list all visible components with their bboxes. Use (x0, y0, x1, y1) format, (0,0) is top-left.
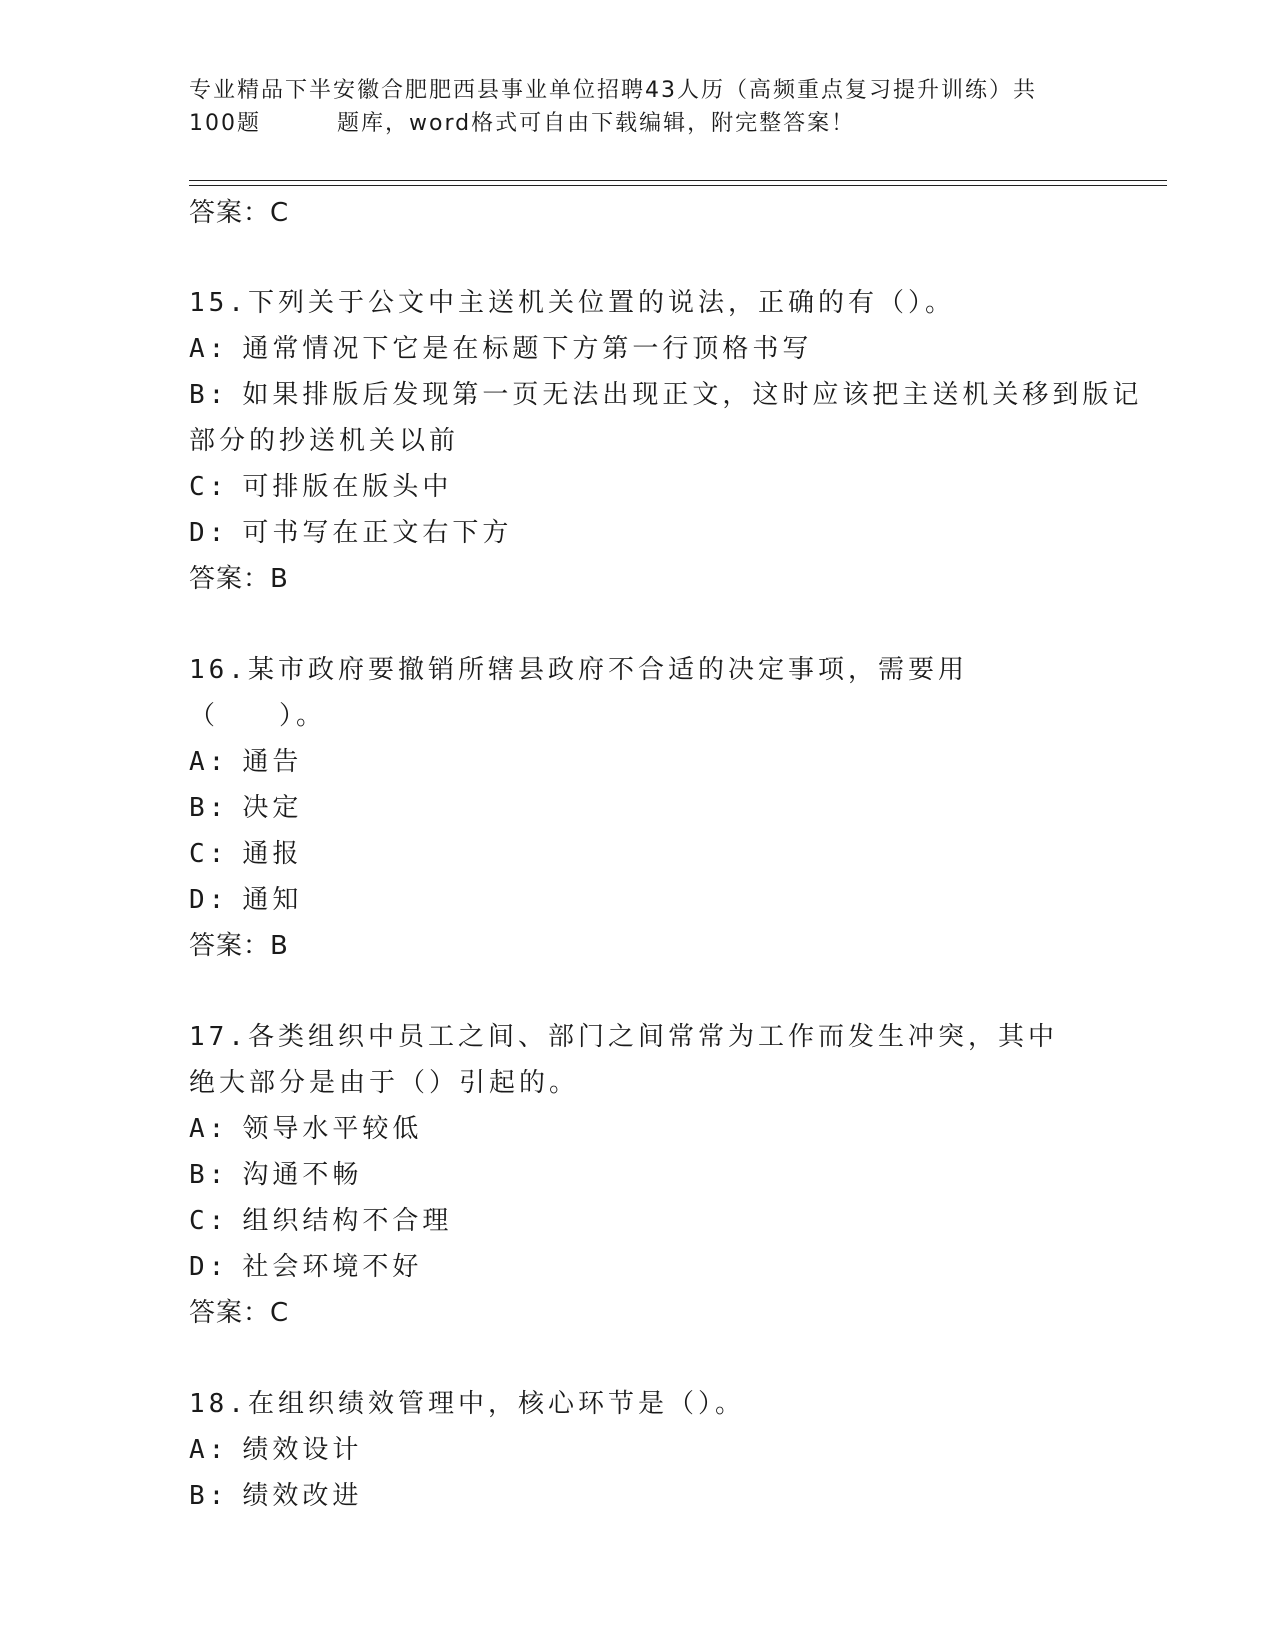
question-block (189, 1014, 1149, 1336)
header-rule-bottom (189, 185, 1167, 186)
answer-label: 答案： (189, 198, 271, 228)
question-number: 17. (189, 1022, 248, 1052)
option-key: B: (189, 793, 229, 823)
answer-line (189, 556, 1149, 602)
option-key: D: (189, 518, 229, 548)
option-c (189, 464, 1149, 510)
answer-value: B (270, 564, 289, 594)
option-key: B: (189, 380, 229, 410)
answer-label: 答案： (189, 1298, 271, 1328)
option-key: A: (189, 1435, 229, 1465)
option-text: 通告 (242, 747, 303, 777)
option-key: D: (189, 1252, 229, 1282)
question-number: 15. (189, 288, 248, 318)
option-text: 绩效设计 (242, 1435, 363, 1465)
option-key: C: (189, 1206, 229, 1236)
question-stem: 各类组织中员工之间、部门之间常常为工作而发生冲突，其中绝大部分是由于（）引起的。 (189, 1022, 1058, 1098)
question-text (189, 647, 1079, 739)
question-text (189, 1381, 1079, 1427)
option-text: 通知 (242, 885, 303, 915)
header-line-2 (189, 107, 1089, 140)
option-d (189, 1244, 1149, 1290)
header-rule-top (189, 180, 1167, 181)
question-text (189, 1014, 1079, 1106)
answer-value: C (270, 1298, 290, 1328)
option-text: 绩效改进 (242, 1481, 363, 1511)
option-key: B: (189, 1160, 229, 1190)
option-text: 领导水平较低 (242, 1114, 423, 1144)
option-key: A: (189, 747, 229, 777)
option-key: C: (189, 472, 229, 502)
option-text: 通常情况下它是在标题下方第一行顶格书写 (242, 334, 813, 364)
answer-label: 答案： (189, 931, 271, 961)
option-text: 如果排版后发现第一页无法出现正文，这时应该把主送机关移到版记部分的抄送机关以前 (189, 380, 1143, 456)
option-a (189, 1106, 1149, 1152)
header-line-1: 专业精品下半安徽合肥肥西县事业单位招聘43人历（高频重点复习提升训练）共 (189, 78, 1037, 103)
option-c (189, 1198, 1149, 1244)
option-b (189, 785, 1149, 831)
header-line-2-right: 题库，word格式可自由下载编辑，附完整答案！ (337, 111, 856, 136)
question-text (189, 280, 1079, 326)
option-text: 沟通不畅 (242, 1160, 363, 1190)
option-c (189, 831, 1149, 877)
answer-line (189, 923, 1149, 969)
answer-line (189, 1290, 1149, 1336)
question-number: 16. (189, 655, 248, 685)
option-a (189, 1427, 1149, 1473)
option-key: C: (189, 839, 229, 869)
answer-label: 答案： (189, 564, 271, 594)
answer-value: B (270, 931, 289, 961)
answer-value: C (270, 198, 290, 228)
option-text: 组织结构不合理 (242, 1206, 453, 1236)
question-block (189, 1381, 1149, 1519)
header-line-2-left: 100题 (189, 111, 261, 136)
question-block (189, 647, 1149, 969)
option-d (189, 877, 1149, 923)
question-block (189, 280, 1149, 602)
option-a (189, 739, 1149, 785)
answer-line (189, 190, 1149, 236)
option-d (189, 510, 1149, 556)
question-stem: 下列关于公文中主送机关位置的说法，正确的有（）。 (247, 288, 955, 318)
question-stem: 在组织绩效管理中，核心环节是（）。 (247, 1389, 745, 1419)
option-b (189, 1473, 1149, 1519)
option-text: 通报 (242, 839, 303, 869)
option-key: D: (189, 885, 229, 915)
option-text: 可排版在版头中 (242, 472, 453, 502)
page-header (189, 74, 1089, 140)
question-list (189, 190, 1149, 1519)
option-key: B: (189, 1481, 229, 1511)
option-a (189, 326, 1149, 372)
option-b (189, 372, 1149, 464)
option-text: 决定 (242, 793, 303, 823)
option-text: 可书写在正文右下方 (242, 518, 513, 548)
option-key: A: (189, 334, 229, 364)
option-text: 社会环境不好 (242, 1252, 423, 1282)
option-key: A: (189, 1114, 229, 1144)
question-number: 18. (189, 1389, 248, 1419)
option-b (189, 1152, 1149, 1198)
question-stem: 某市政府要撤销所辖县政府不合适的决定事项，需要用（ ）。 (189, 655, 968, 731)
